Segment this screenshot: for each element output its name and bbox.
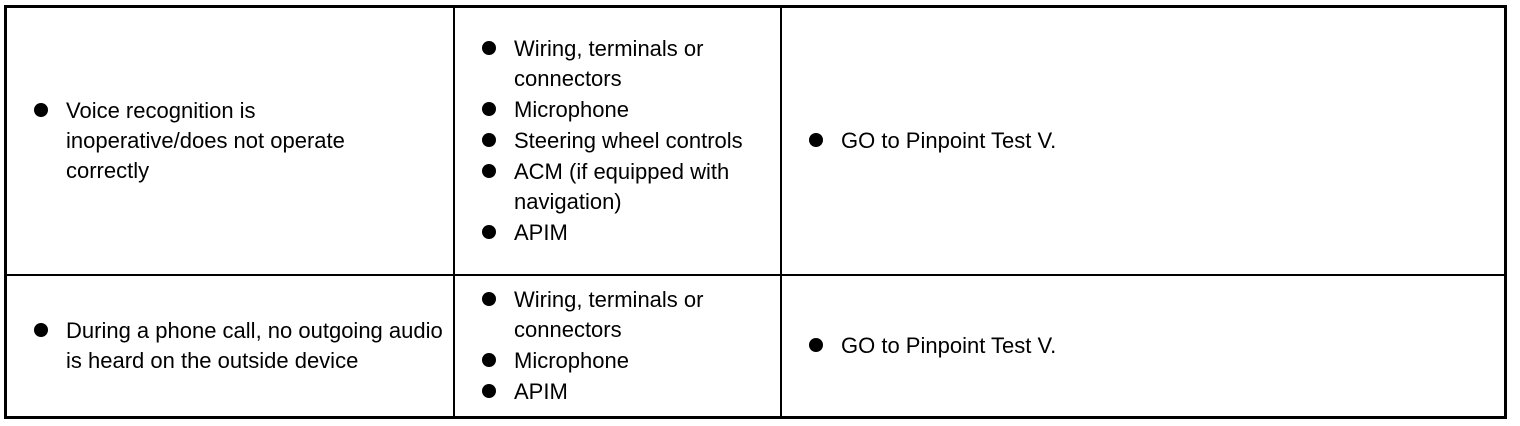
list-item bbox=[482, 34, 770, 94]
bullet-icon bbox=[482, 353, 496, 367]
bullet-icon bbox=[482, 225, 496, 239]
symptom-cell bbox=[6, 275, 455, 417]
list-item bbox=[482, 377, 770, 407]
bullet-icon bbox=[34, 103, 48, 117]
list-item bbox=[809, 126, 1494, 156]
action-list bbox=[809, 331, 1494, 361]
symptom-text: Voice recognition is inoperative/does not operate correctly bbox=[66, 98, 345, 184]
bullet-icon bbox=[482, 41, 496, 55]
symptom-text: During a phone call, no outgoing audio is heard on the outside device bbox=[66, 318, 443, 374]
source-cell bbox=[454, 275, 781, 417]
bullet-icon bbox=[809, 133, 823, 147]
source-cell bbox=[454, 7, 781, 276]
source-text: Steering wheel controls bbox=[514, 128, 743, 154]
source-list bbox=[482, 34, 770, 248]
list-item bbox=[34, 96, 393, 186]
source-text: Wiring, terminals or connectors bbox=[514, 287, 704, 343]
list-item bbox=[809, 331, 1494, 361]
source-list bbox=[482, 285, 770, 407]
bullet-icon bbox=[482, 102, 496, 116]
action-list bbox=[809, 126, 1494, 156]
source-text: APIM bbox=[514, 220, 568, 246]
source-text: Wiring, terminals or connectors bbox=[514, 36, 704, 92]
table-row bbox=[6, 275, 1506, 417]
symptom-list bbox=[34, 96, 393, 186]
bullet-icon bbox=[809, 338, 823, 352]
bullet-icon bbox=[482, 384, 496, 398]
symptom-cell bbox=[6, 7, 455, 276]
list-item bbox=[482, 285, 770, 345]
bullet-icon bbox=[482, 164, 496, 178]
bullet-icon bbox=[482, 292, 496, 306]
list-item bbox=[482, 218, 770, 248]
list-item bbox=[482, 126, 770, 156]
list-item bbox=[482, 346, 770, 376]
list-item bbox=[482, 157, 770, 217]
list-item bbox=[34, 316, 443, 376]
action-text: GO to Pinpoint Test V. bbox=[841, 128, 1057, 154]
bullet-icon bbox=[34, 323, 48, 337]
action-cell bbox=[781, 275, 1506, 417]
source-text: APIM bbox=[514, 379, 568, 405]
table-row bbox=[6, 7, 1506, 276]
action-cell bbox=[781, 7, 1506, 276]
symptom-list bbox=[34, 316, 443, 376]
symptom-chart-table bbox=[4, 5, 1507, 419]
source-text: ACM (if equipped with navigation) bbox=[514, 159, 730, 215]
bullet-icon bbox=[482, 133, 496, 147]
action-text: GO to Pinpoint Test V. bbox=[841, 333, 1057, 359]
list-item bbox=[482, 95, 770, 125]
source-text: Microphone bbox=[514, 348, 629, 374]
source-text: Microphone bbox=[514, 97, 629, 123]
